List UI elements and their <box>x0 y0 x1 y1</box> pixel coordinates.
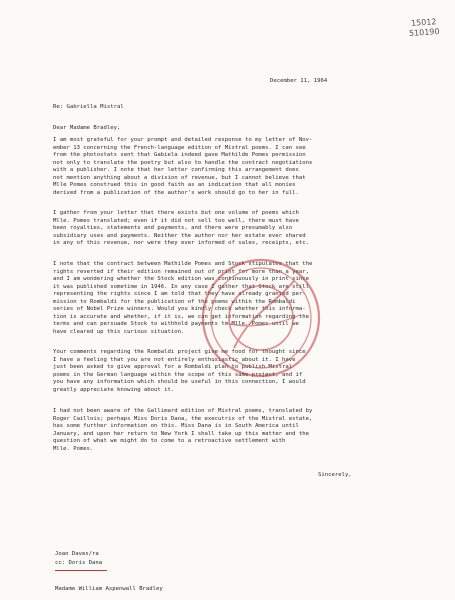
text-line: I had not been aware of the Gallimard edition of Mistral poems, translated by <box>53 408 313 414</box>
text-line: greatly appreciate knowing about it. <box>53 386 175 393</box>
salutation: Dear Madame Bradley, <box>53 125 121 131</box>
text-line: just been asked to give approval for a Rombaldi plan to publish Mistral <box>53 364 293 370</box>
carbon-copy-line: cc: Doris Dana <box>55 560 103 566</box>
text-line: has some further information on this. Miss Dana is in South America until <box>53 423 299 429</box>
text-line: it was published sometime in 1946. In any case I gather that Stock are still <box>53 283 309 290</box>
text-line: rights reverted if their edition remained out of print for more than a year, <box>53 268 309 275</box>
text-line: mission to Rombaldi for the publication of the poems within the Rombaldi <box>53 298 296 305</box>
paragraph-2 <box>53 210 393 248</box>
text-line: representing the rights since I am told that they have already granted per- <box>53 291 306 297</box>
text-line: January, and upon her return to New York I shall take up this matter and the <box>53 430 309 437</box>
text-line: from the photostats sent that Gabiela indeed gave Mathilde Pomes permission <box>53 152 306 158</box>
text-line: you have any information which should be useful in this connection, I would <box>53 379 306 385</box>
stamp-outer-ring <box>203 260 319 376</box>
subject-line: Re: Gabriella Mistral <box>53 104 124 110</box>
text-line: tion is accurate and whether, if it is, we can get information regarding the <box>53 313 309 320</box>
cc-underline <box>55 570 107 571</box>
text-line: Mlle Pomes construed this in good faith as an indication that all monies <box>53 182 296 188</box>
text-line: poems in the German language within the scope of this same project, and if <box>53 371 303 378</box>
text-line: have cleared up this curious situation. <box>53 328 185 335</box>
paragraph-1 <box>53 137 393 197</box>
text-line: series of Nobel Prize winners. Would you kindly check whether this informa- <box>53 306 306 312</box>
text-line: ember 13 concerning the French-language edition of Mistral poems. I can see <box>53 144 306 151</box>
text-line: I am most grateful for your prompt and detailed response to my letter of Nov- <box>53 137 313 143</box>
text-line: and I am wondering whether the Stock edition was continuously in print since <box>53 276 309 282</box>
text-line: derived from a publication of the author's work should go to her in full. <box>53 189 299 196</box>
archive-mark-1: 15012 <box>410 17 437 28</box>
text-line: subsidiary uses and payments. Neither the author nor her estate ever shared <box>53 232 306 239</box>
text-line: Roger Caillois; perhaps Miss Doris Dana, the executrix of the Mistral estate, <box>53 415 313 422</box>
stamp-mark-stroke <box>226 315 300 326</box>
red-circular-stamp <box>196 253 326 383</box>
text-line: terms and can persuade Stock to withhold payments to Mlle. Pomes until we <box>53 321 299 327</box>
text-line: in any of this revenue, nor were they ever informed of sales, receipts, etc. <box>53 240 309 246</box>
archive-mark-2: 510190 <box>408 26 440 39</box>
typist-initials: Joan Daves/ra <box>55 551 99 557</box>
text-line: not only to translate the poetry but also to handle the contract negotiations <box>53 159 313 166</box>
text-line: not mention anything about a division of revenue, but I cannot believe that <box>53 174 306 181</box>
text-line: I gather from your letter that there exists but one volume of poems which <box>53 210 299 216</box>
text-line: I have a feeling that you are not entirely enthusiastic about it. I have <box>53 356 296 363</box>
text-line: I note that the contract between Mathilde Pomes and Stock stipulates that the <box>53 261 313 267</box>
closing: Sincerely, <box>318 472 352 478</box>
stamp-inner-ring <box>211 268 311 368</box>
text-line: question of what we might do to come to a retroactive settlement with <box>53 438 286 444</box>
text-line: Mlle. Pomes translated; even if it did not sell too well, there must have <box>53 217 299 224</box>
paragraph-5 <box>53 408 393 453</box>
text-line: been royalties, statements and payments, and there were presumably also <box>53 225 293 231</box>
text-line: Mlle. Pomes. <box>53 445 94 452</box>
recipient-name: Madame William Aspenwall Bradley <box>55 586 163 592</box>
text-line: with a publisher. I note that her letter confirming this arrangement does <box>53 167 299 173</box>
text-line: Your comments regarding the Rombaldi project give me food for thought since <box>53 349 306 355</box>
letter-date: December 11, 1964 <box>270 78 328 84</box>
